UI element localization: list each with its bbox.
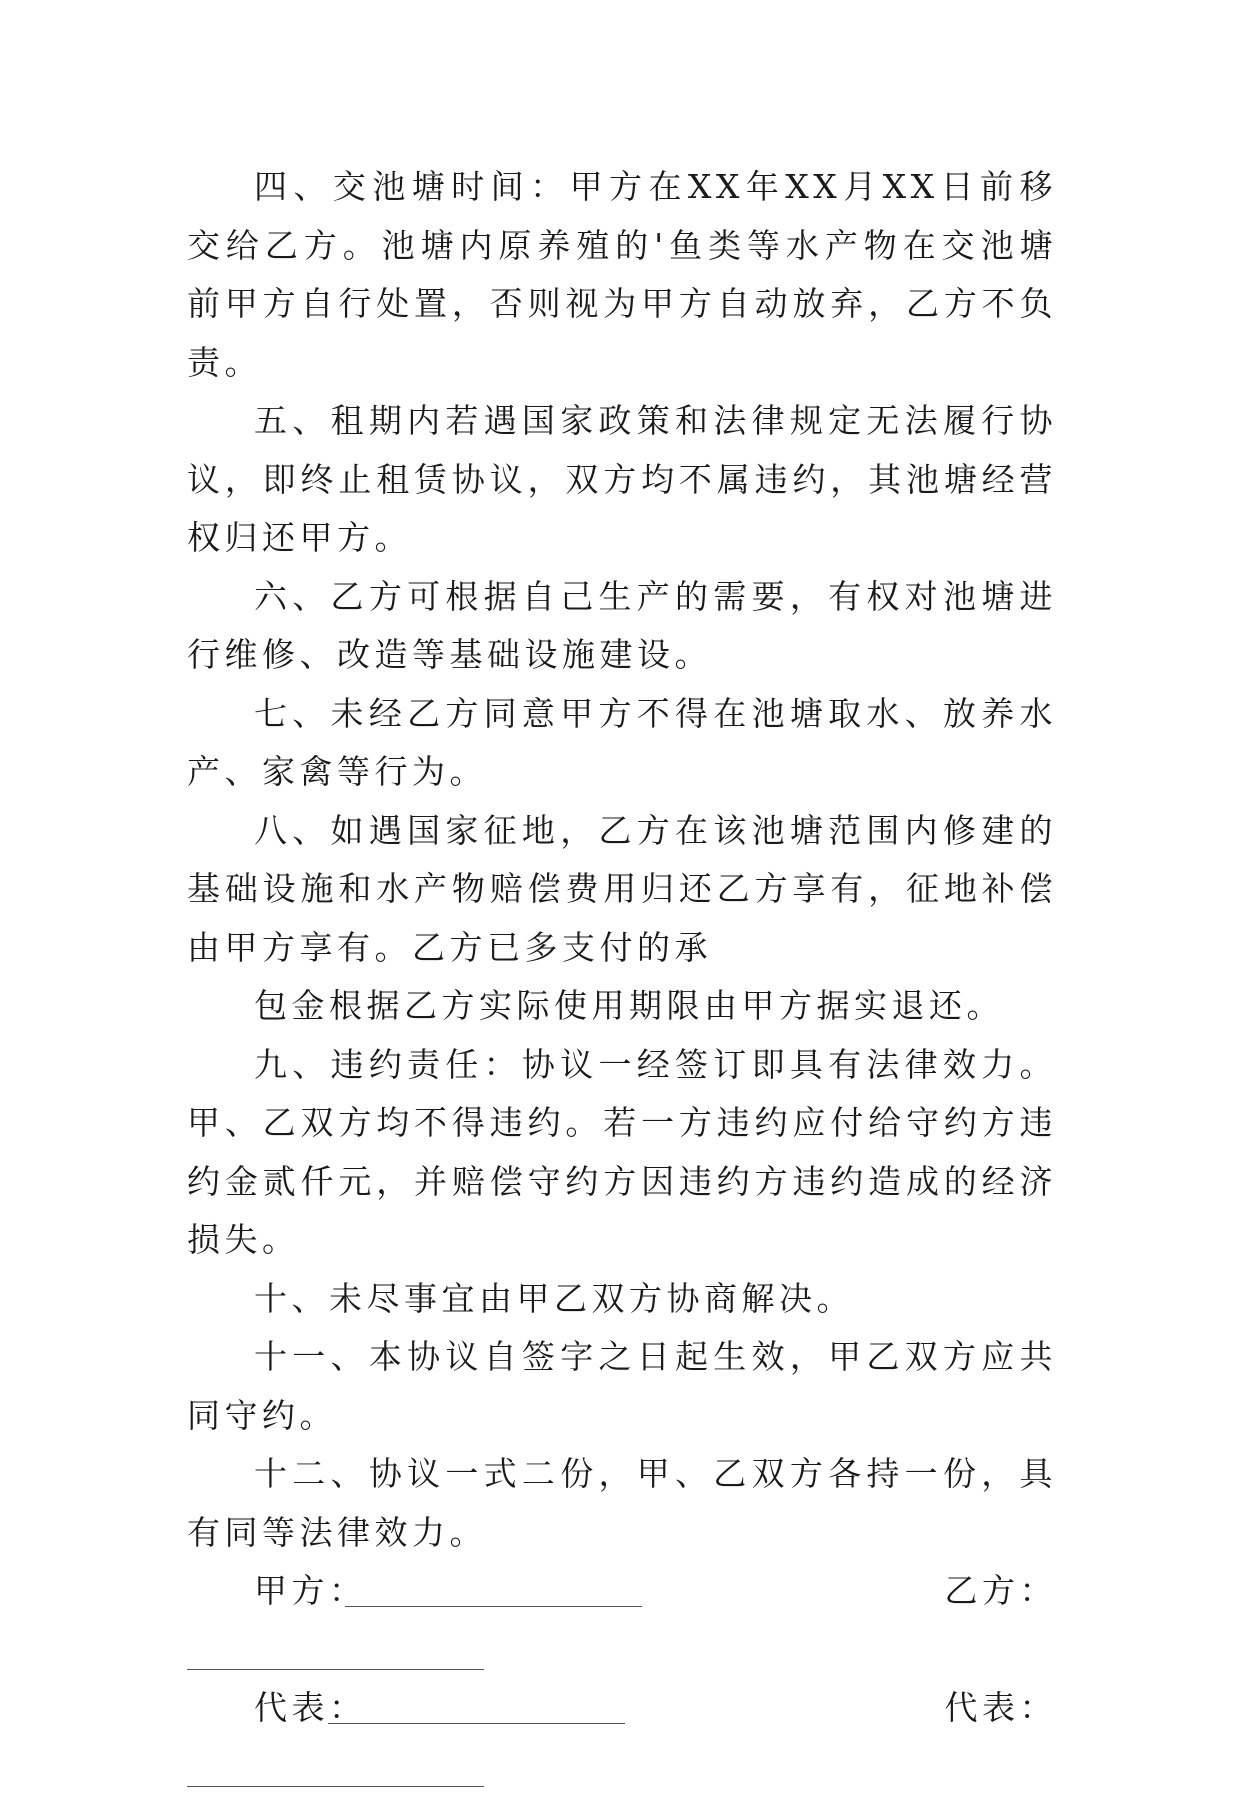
clause-10: 十、未尽事宜由甲乙双方协商解决。 (187, 1270, 1057, 1329)
party-b-signature-line (187, 1669, 484, 1670)
clause-7: 七、未经乙方同意甲方不得在池塘取水、放养水产、家禽等行为。 (187, 685, 1057, 802)
party-b-label: 乙方： (945, 1562, 1058, 1621)
party-b-line-row (187, 1621, 1057, 1680)
rep-b-signature-line (187, 1786, 484, 1787)
clause-9: 九、违约责任：协议一经签订即具有法律效力。甲、乙双方均不得违约。若一方违约应付给守约方违约金贰仟元，并赔偿守约方因违约方违约造成的经济损失。 (187, 1036, 1057, 1270)
agreement-body (187, 158, 1057, 1796)
clause-8: 八、如遇国家征地，乙方在该池塘范围内修建的基础设施和水产物赔偿费用归还乙方享有，征地补偿由甲方享有。乙方已多支付的承 (187, 802, 1057, 978)
clause-4: 四、交池塘时间：甲方在XX年XX月XX日前移交给乙方。池塘内原养殖的'鱼类等水产物在交池塘前甲方自行处置，否则视为甲方自动放弃，乙方不负责。 (187, 158, 1057, 392)
clause-5: 五、租期内若遇国家政策和法律规定无法履行协议，即终止租赁协议，双方均不属违约，其池塘经营权归还甲方。 (187, 392, 1057, 568)
clause-12: 十二、协议一式二份，甲、乙双方各持一份，具有同等法律效力。 (187, 1445, 1057, 1562)
rep-a-label: 代表： (254, 1679, 367, 1738)
party-a-label: 甲方： (254, 1562, 367, 1621)
clause-8-continuation: 包金根据乙方实际使用期限由甲方据实退还。 (187, 977, 1057, 1036)
clause-11: 十一、本协议自签字之日起生效，甲乙双方应共同守约。 (187, 1328, 1057, 1445)
representative-signature-row (187, 1679, 1057, 1738)
clause-6: 六、乙方可根据自己生产的需要，有权对池塘进行维修、改造等基础设施建设。 (187, 568, 1057, 685)
party-signature-row (187, 1562, 1057, 1621)
party-a-signature-line (345, 1606, 642, 1607)
rep-b-label: 代表： (945, 1679, 1058, 1738)
rep-a-signature-line (328, 1723, 625, 1724)
rep-b-line-row (187, 1738, 1057, 1796)
